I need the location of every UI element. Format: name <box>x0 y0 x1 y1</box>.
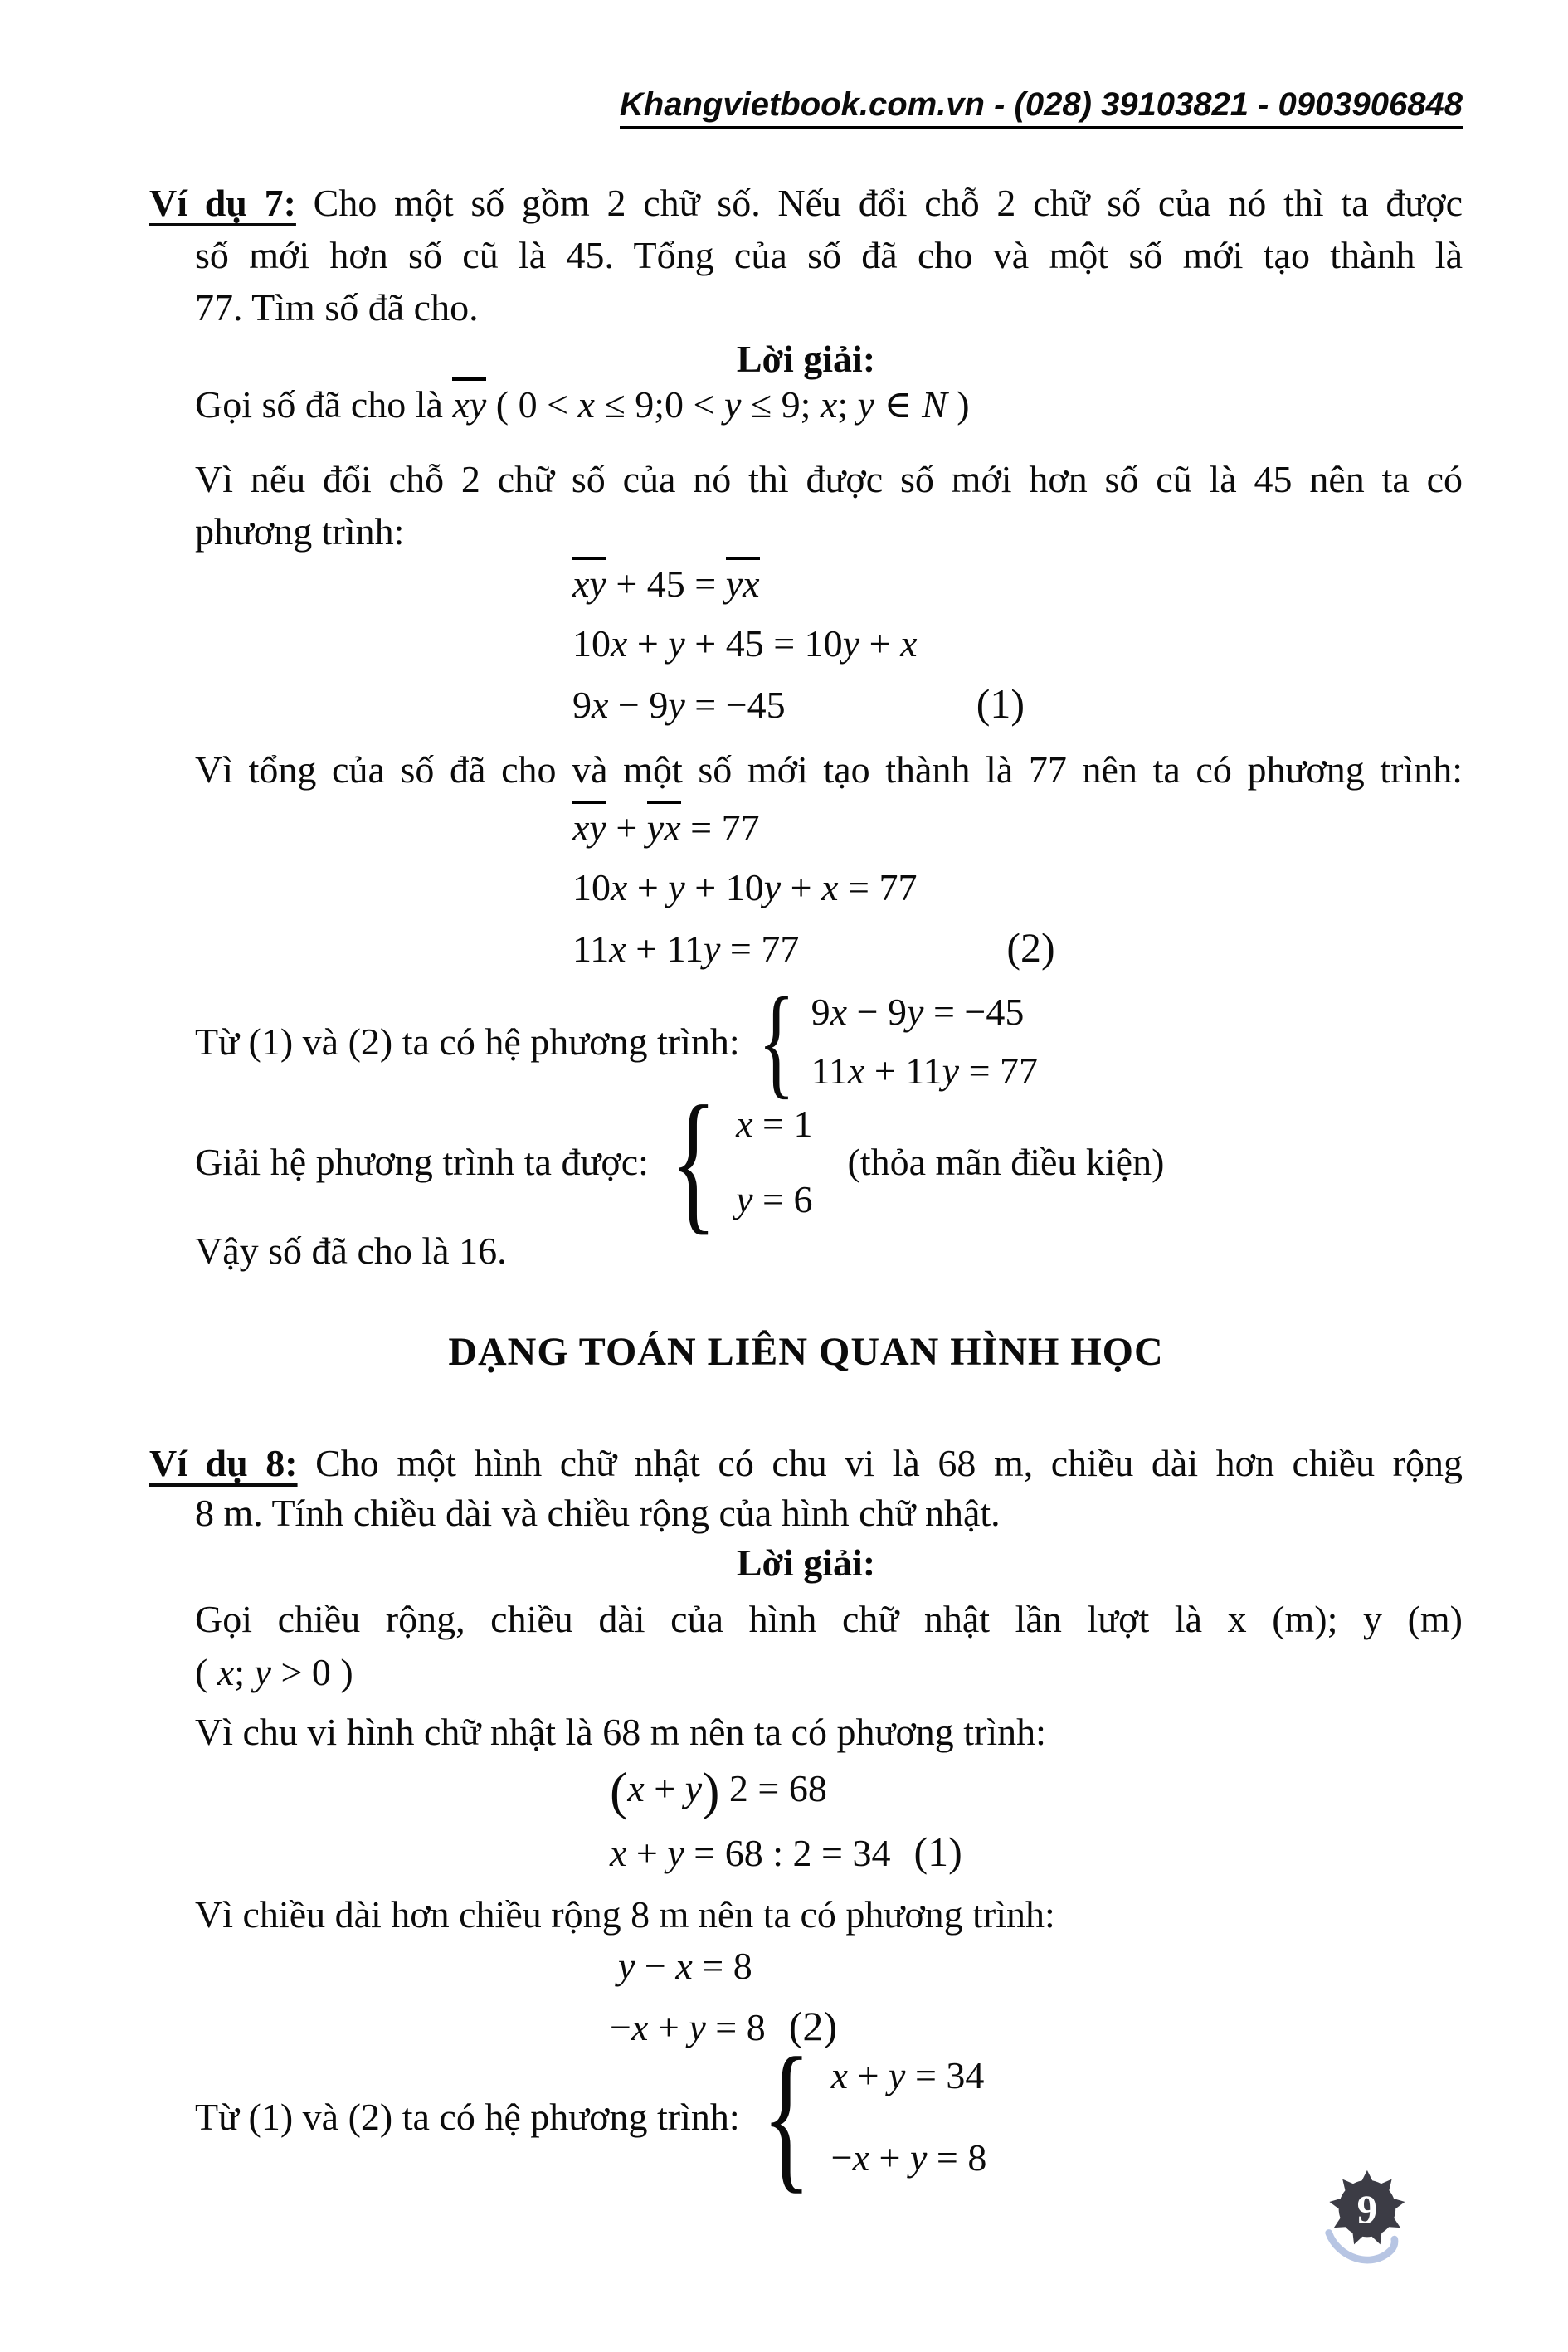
conclusion-line: Vậy số đã cho là 16. <box>195 1230 507 1272</box>
system-label: Từ (1) và (2) ta có hệ phương trình: <box>195 2095 740 2138</box>
example7-paragraph <box>149 177 1463 334</box>
equation-line: (x + y) 2 = 68 <box>610 1761 827 1820</box>
system-equation: x = 1 <box>736 1103 813 1145</box>
assumption-line: Gọi chiều rộng, chiều dài của hình chữ nhật lần lượt là x (m); y (m) <box>195 1598 1463 1640</box>
header-text: Khangvietbook.com.vn - (028) 39103821 - 0903906848 <box>620 86 1463 129</box>
open-paren: ( <box>610 1761 628 1820</box>
system-equations <box>736 1098 812 1225</box>
example7-label: Ví dụ 7: <box>149 182 296 224</box>
solution-heading: Lời giải: <box>736 1541 876 1584</box>
overline-xy: xy <box>572 557 606 604</box>
paragraph-text: Cho một hình chữ nhật có chu vi là 68 m, chiều dài hơn chiều rộng <box>315 1442 1463 1484</box>
paragraph-line: 77. Tìm số đã cho. <box>195 286 479 329</box>
paragraph-line: phương trình: <box>195 510 405 553</box>
assumption-text: Gọi số đã cho là <box>195 383 443 426</box>
domain-condition: ( 0 < x ≤ 9;0 < y ≤ 9; x; y ∈ N ) <box>495 383 970 426</box>
example8-label: Ví dụ 8: <box>149 1442 298 1484</box>
reasoning-line: Vì chu vi hình chữ nhật là 68 m nên ta có phương trình: <box>195 1711 1046 1753</box>
reasoning-line: Vì tổng của số đã cho và một số mới tạo thành là 77 nên ta có phương trình: <box>195 748 1463 791</box>
system-brace: { <box>670 1074 717 1249</box>
equation-line: x + y = 68 : 2 = 34 (1) <box>610 1829 962 1875</box>
reasoning-paragraph <box>195 453 1463 558</box>
close-paren: ) <box>702 1761 720 1820</box>
paragraph-line: 8 m. Tính chiều dài và chiều rộng của hình chữ nhật. <box>195 1492 1001 1534</box>
system-of-equations <box>195 1074 1165 1249</box>
system-equation: y = 6 <box>736 1178 813 1220</box>
overline-yx: yx <box>726 557 760 604</box>
paragraph-line <box>149 1439 1463 1488</box>
overline-xy: xy <box>572 801 606 848</box>
equation-line: 9x − 9y = −45 (1) <box>572 680 1025 727</box>
equation-number: (2) <box>1006 924 1055 971</box>
system-equation: 9x − 9y = −45 <box>811 991 1025 1033</box>
reasoning-line: Vì chiều dài hơn chiều rộng 8 m nên ta có phương trình: <box>195 1893 1055 1936</box>
section-heading: DẠNG TOÁN LIÊN QUAN HÌNH HỌC <box>448 1330 1164 1374</box>
equation-number: (1) <box>976 680 1025 727</box>
equation-block <box>572 798 1055 979</box>
system-brace: { <box>761 2024 811 2208</box>
assumption-line <box>195 377 970 426</box>
equation-line: −x + y = 8 (2) <box>610 2003 838 2049</box>
paragraph-text: Cho một số gồm 2 chữ số. Nếu đổi chỗ 2 chữ số của nó thì ta được <box>313 182 1463 224</box>
equation-line: xy + yx = 77 <box>572 798 1055 858</box>
overline-xy: xy <box>452 377 486 425</box>
paragraph-line <box>149 177 1463 229</box>
solution-heading: Lời giải: <box>736 338 876 380</box>
equation-line: 10x + y + 45 = 10y + x <box>572 622 918 665</box>
equation-block <box>572 554 1025 735</box>
equation-number: (2) <box>788 2003 838 2049</box>
example8-paragraph <box>149 1439 1463 1538</box>
equation-line: xy + 45 = yx <box>572 554 1025 614</box>
system-label: Giải hệ phương trình ta được: <box>195 1140 649 1183</box>
system-equation: 11x + 11y = 77 <box>811 1049 1039 1092</box>
gear-icon <box>1328 2170 1406 2247</box>
system-label: Từ (1) và (2) ta có hệ phương trình: <box>195 1020 740 1063</box>
page-number-badge <box>1311 2139 1427 2280</box>
equation-line: 10x + y + 10y + x = 77 <box>572 866 918 908</box>
system-brace: { <box>757 972 795 1110</box>
condition-note: (thỏa mãn điều kiện) <box>847 1140 1165 1183</box>
overline-yx: yx <box>647 801 681 848</box>
system-equations <box>831 2049 987 2184</box>
equation-line: y − x = 8 <box>618 1945 752 1987</box>
page-number: 9 <box>1356 2186 1378 2233</box>
domain-condition: ( x; y > 0 ) <box>195 1651 353 1693</box>
paragraph-line: Vì nếu đổi chỗ 2 chữ số của nó thì được số mới hơn số cũ là 45 nên ta có <box>195 458 1463 500</box>
equation-number: (1) <box>913 1829 962 1875</box>
system-equation: x + y = 34 <box>830 2054 985 2096</box>
paragraph-line: số mới hơn số cũ là 45. Tổng của số đã cho và một số mới tạo thành là <box>195 234 1463 276</box>
equation-line: 11x + 11y = 77 (2) <box>572 924 1055 971</box>
system-equations <box>811 986 1038 1097</box>
system-equation: −x + y = 8 <box>830 2136 987 2179</box>
